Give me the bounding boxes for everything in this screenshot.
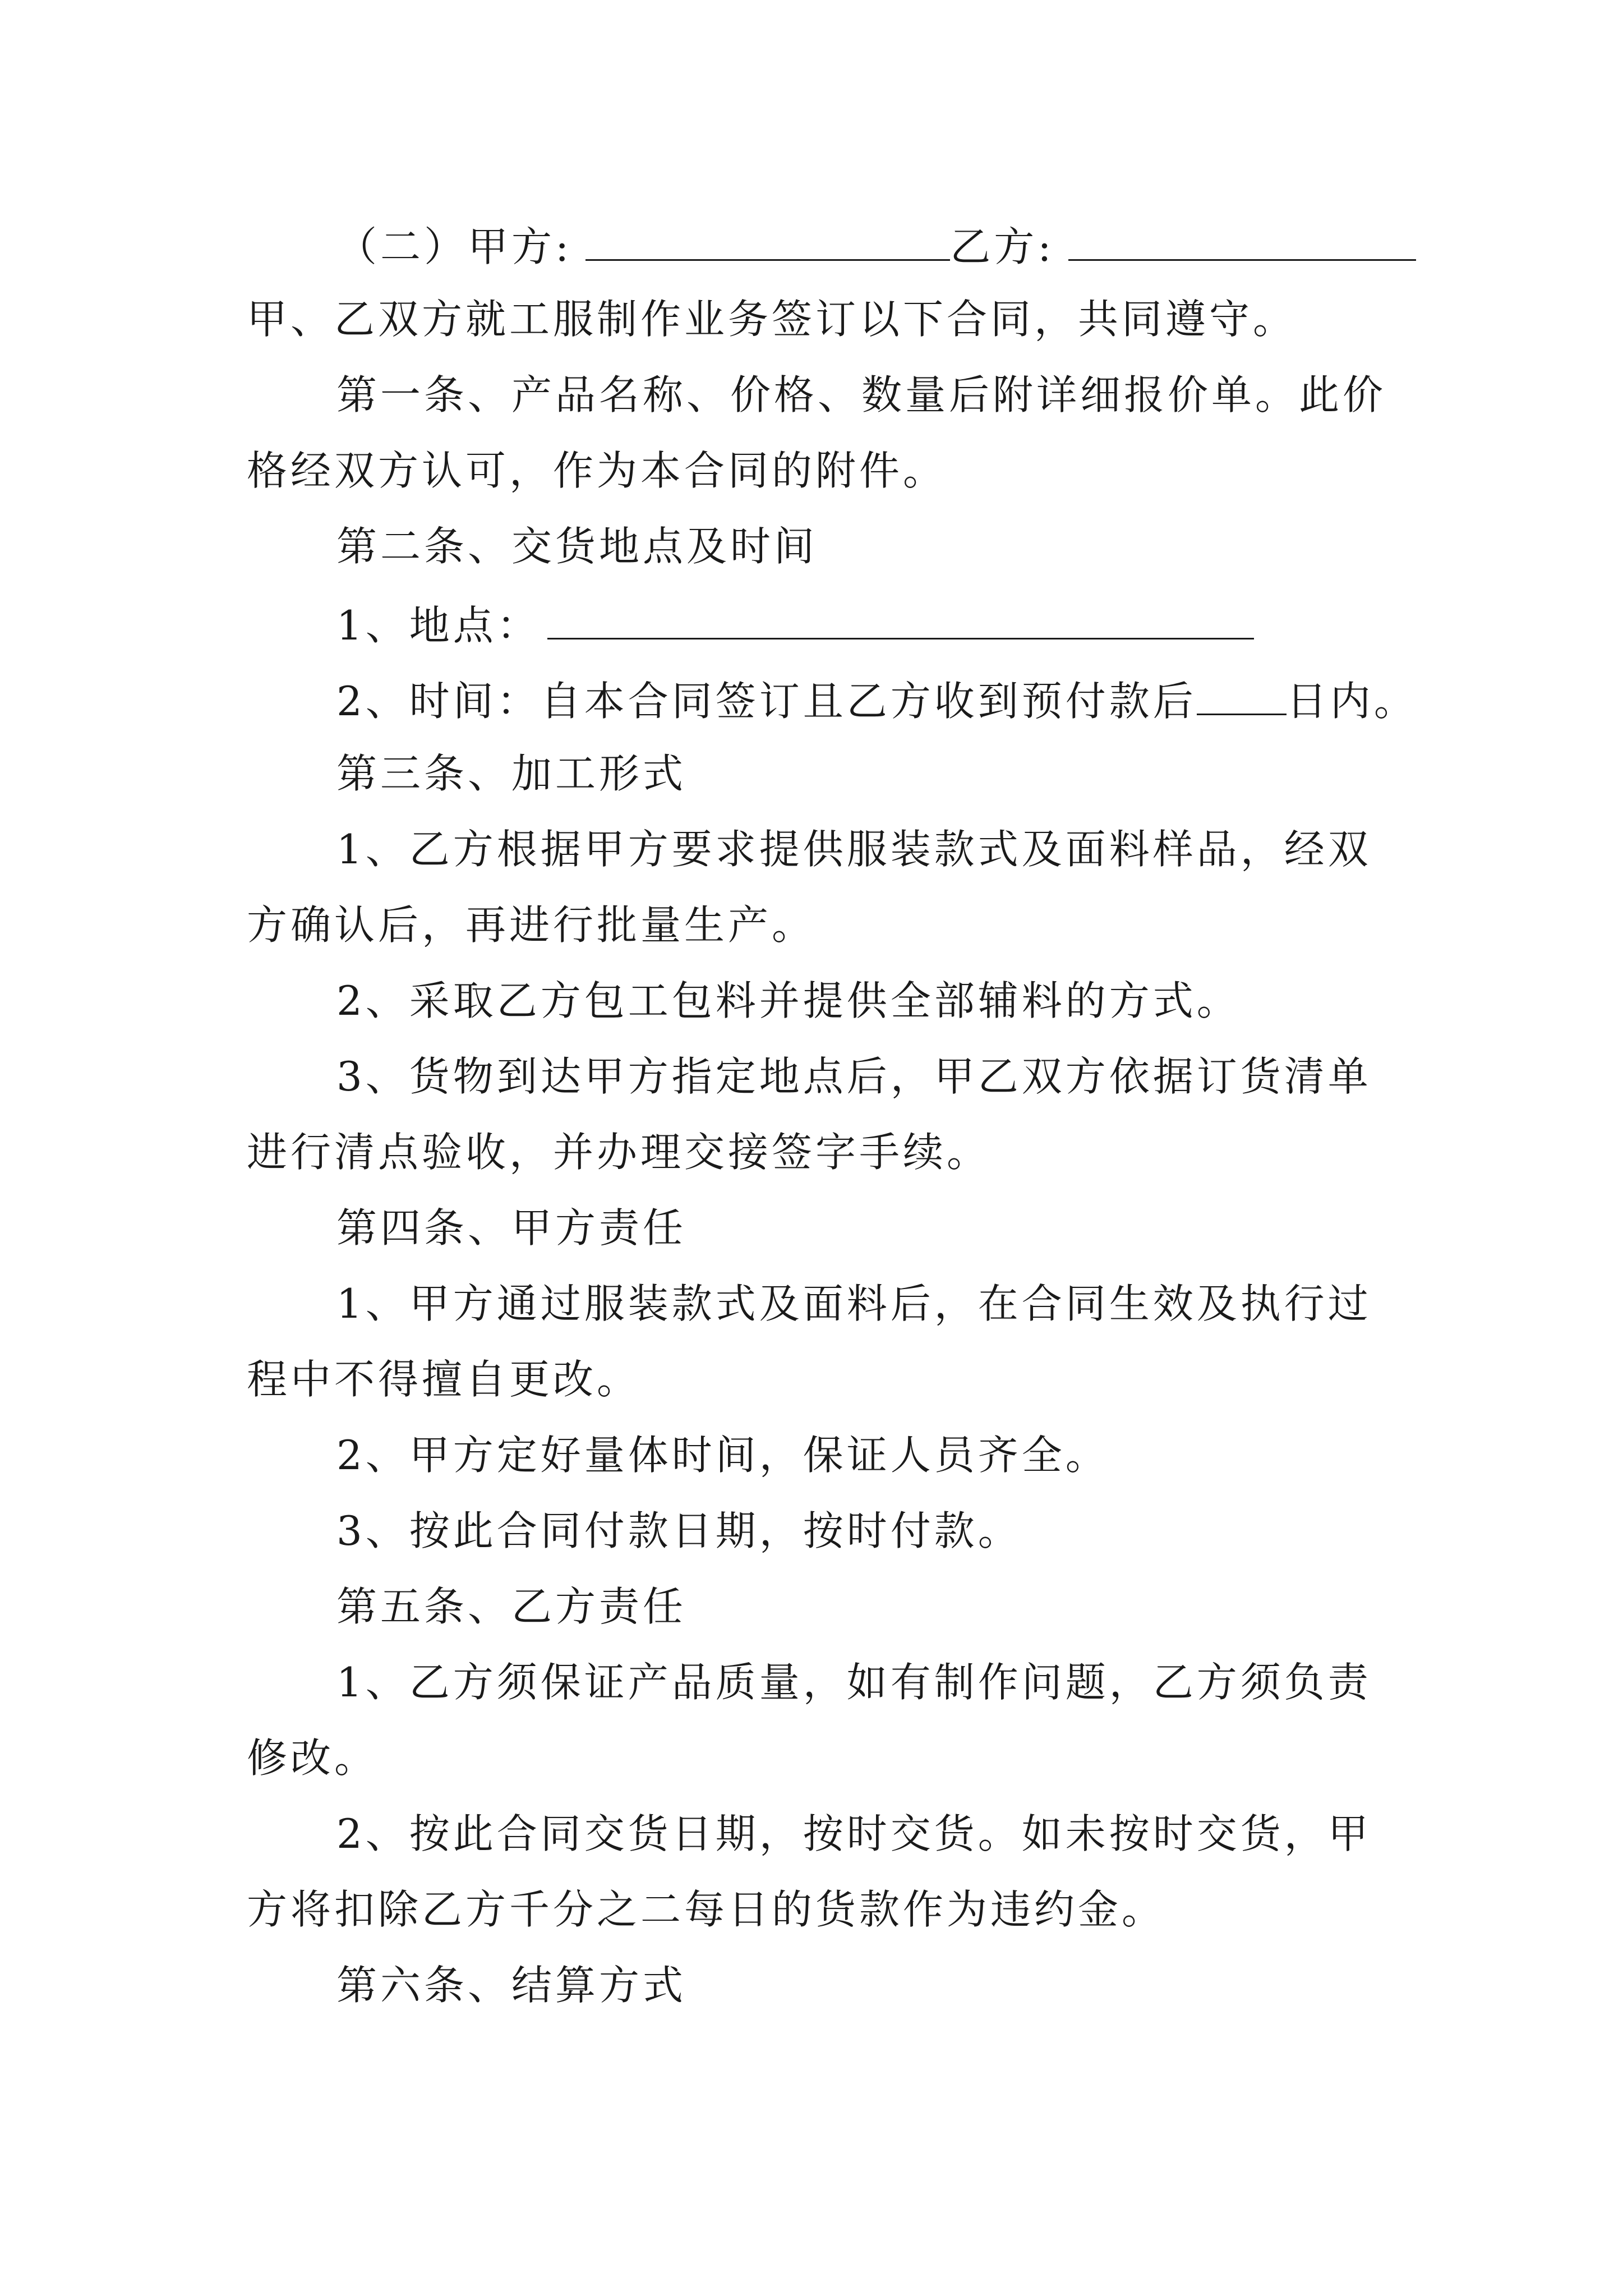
party-line (336, 223, 1416, 270)
delivery-time-text: 2、时间：自本合同签订且乙方收到预付款后 (336, 678, 1197, 725)
article-5-item-1-line-2: 修改。 (247, 1734, 379, 1782)
party-a-blank[interactable] (585, 223, 950, 261)
article-5-heading: 第五条、乙方责任 (336, 1583, 687, 1630)
article-4-item-1-line-1: 1、甲方通过服装款式及面料后，在合同生效及执行过 (336, 1280, 1372, 1327)
party-b-label: 乙方: (950, 223, 1055, 270)
article-3-item-3-line-1: 3、货物到达甲方指定地点后，甲乙双方依据订货清单 (336, 1053, 1372, 1100)
article-3-item-1-line-2: 方确认后，再进行批量生产。 (247, 901, 816, 949)
delivery-place-line (336, 602, 1254, 649)
article-1-line-2: 格经双方认可，作为本合同的附件。 (247, 447, 947, 494)
delivery-time-suffix: 日内。 (1286, 678, 1418, 725)
article-5-item-2-line-1: 2、按此合同交货日期，按时交货。如未按时交货，甲 (336, 1810, 1372, 1857)
article-3-item-2: 2、采取乙方包工包料并提供全部辅料的方式。 (336, 977, 1241, 1024)
article-4-item-2: 2、甲方定好量体时间，保证人员齐全。 (336, 1432, 1109, 1479)
article-4-item-1-line-2: 程中不得擅自更改。 (247, 1356, 641, 1403)
delivery-days-blank[interactable] (1197, 678, 1287, 715)
article-4-heading: 第四条、甲方责任 (336, 1204, 687, 1251)
article-6-heading: 第六条、结算方式 (336, 1962, 687, 2009)
article-2-heading: 第二条、交货地点及时间 (336, 523, 818, 570)
article-3-item-3-line-2: 进行清点验收，并办理交接签字手续。 (247, 1129, 991, 1176)
contract-preamble: 甲、乙双方就工服制作业务签订以下合同，共同遵守。 (247, 296, 1297, 343)
delivery-place-blank[interactable] (547, 602, 1254, 639)
party-a-label: （二）甲方: (336, 223, 573, 270)
delivery-time-line (336, 678, 1418, 725)
article-1-line-1: 第一条、产品名称、价格、数量后附详细报价单。此价 (336, 371, 1387, 418)
delivery-place-label: 1、地点： (336, 602, 541, 649)
article-3-heading: 第三条、加工形式 (336, 750, 687, 797)
article-5-item-2-line-2: 方将扣除乙方千分之二每日的货款作为违约金。 (247, 1886, 1166, 1933)
article-5-item-1-line-1: 1、乙方须保证产品质量，如有制作问题，乙方须负责 (336, 1659, 1372, 1706)
article-4-item-3: 3、按此合同付款日期，按时付款。 (336, 1507, 1022, 1554)
article-3-item-1-line-1: 1、乙方根据甲方要求提供服装款式及面料样品，经双 (336, 826, 1372, 873)
party-b-blank[interactable] (1068, 223, 1416, 261)
